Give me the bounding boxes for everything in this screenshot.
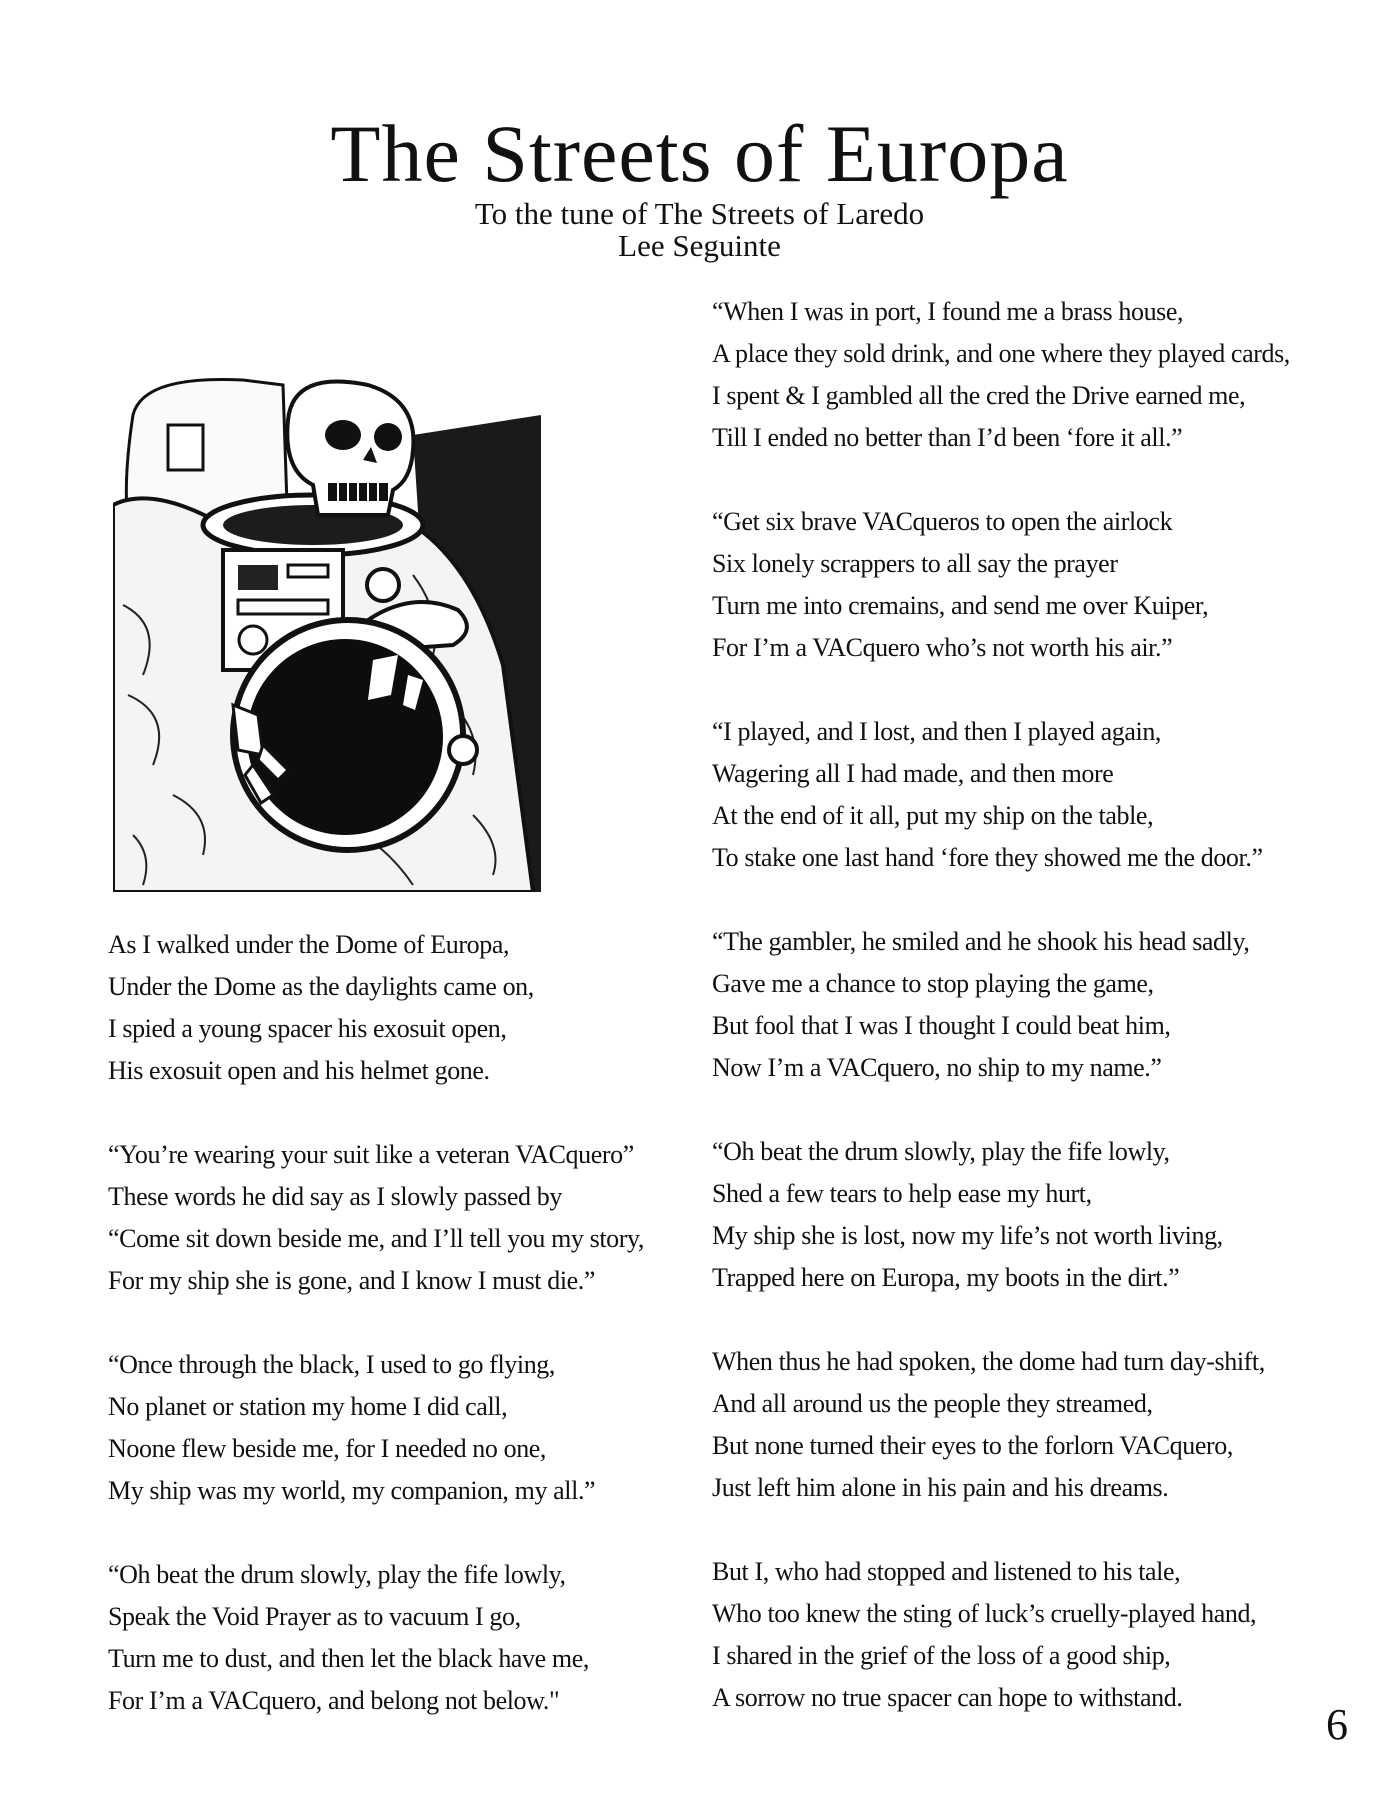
stanza <box>712 1551 1290 1719</box>
poem-line: Who too knew the sting of luck’s cruelly-played hand, <box>712 1599 1257 1628</box>
poem-title: The Streets of Europa <box>330 108 1069 199</box>
poem-line: But fool that I was I thought I could beat him, <box>712 1011 1171 1040</box>
poem-line: To stake one last hand ‘fore they showed me the door.” <box>712 843 1263 872</box>
poem-line: Under the Dome as the daylights came on, <box>108 972 534 1001</box>
poem-right-column <box>712 291 1290 1761</box>
poem-line: A place they sold drink, and one where they played cards, <box>712 339 1290 368</box>
stanza <box>712 711 1290 879</box>
page-number: 6 <box>1326 1700 1348 1749</box>
poem-line: Six lonely scrappers to all say the prayer <box>712 549 1118 578</box>
poem-line: “When I was in port, I found me a brass house, <box>712 297 1184 326</box>
stanza <box>108 1134 644 1302</box>
poem-line: Wagering all I had made, and then more <box>712 759 1114 788</box>
poem-line: Till I ended no better than I’d been ‘fore it all.” <box>712 423 1183 452</box>
poem-line: “Oh beat the drum slowly, play the fife lowly, <box>712 1137 1170 1166</box>
poem-line: Turn me to dust, and then let the black have me, <box>108 1644 589 1673</box>
poem-line: As I walked under the Dome of Europa, <box>108 930 510 959</box>
poem-author: Lee Seguinte <box>618 228 781 263</box>
poem-line: My ship she is lost, now my life’s not worth living, <box>712 1221 1223 1250</box>
poem-line: And all around us the people they streamed, <box>712 1389 1153 1418</box>
poem-line: For I’m a VACquero, and belong not below." <box>108 1686 560 1715</box>
skeleton-astronaut-illustration <box>113 375 541 892</box>
poem-line: “Come sit down beside me, and I’ll tell you my story, <box>108 1224 645 1253</box>
stanza <box>712 1341 1290 1509</box>
poem-line: But I, who had stopped and listened to his tale, <box>712 1557 1181 1586</box>
stanza <box>108 1344 644 1512</box>
poem-line: “You’re wearing your suit like a veteran VACquero” <box>108 1140 634 1169</box>
poem-line: These words he did say as I slowly passed by <box>108 1182 562 1211</box>
poem-line: “Oh beat the drum slowly, play the fife lowly, <box>108 1560 566 1589</box>
stanza <box>712 921 1290 1089</box>
poem-line: Shed a few tears to help ease my hurt, <box>712 1179 1092 1208</box>
poem-line: I shared in the grief of the loss of a good ship, <box>712 1641 1171 1670</box>
poem-line: Turn me into cremains, and send me over Kuiper, <box>712 591 1209 620</box>
poem-line: “I played, and I lost, and then I played again, <box>712 717 1162 746</box>
poem-subtitle: To the tune of The Streets of Laredo <box>474 196 925 231</box>
poem-line: I spied a young spacer his exosuit open, <box>108 1014 507 1043</box>
poem-line: A sorrow no true spacer can hope to withstand. <box>712 1683 1183 1712</box>
poem-line: For I’m a VACquero who’s not worth his air.” <box>712 633 1173 662</box>
poem-line: “Once through the black, I used to go flying, <box>108 1350 555 1379</box>
poem-line: Speak the Void Prayer as to vacuum I go, <box>108 1602 521 1631</box>
poem-line: Just left him alone in his pain and his dreams. <box>712 1473 1169 1502</box>
poem-line: “The gambler, he smiled and he shook his head sadly, <box>712 927 1250 956</box>
poem-line: When thus he had spoken, the dome had turn day-shift, <box>712 1347 1265 1376</box>
poem-line: Noone flew beside me, for I needed no one, <box>108 1434 547 1463</box>
poem-line: My ship was my world, my companion, my all.” <box>108 1476 596 1505</box>
poem-left-column <box>108 924 644 1764</box>
stanza <box>712 291 1290 459</box>
poem-line: No planet or station my home I did call, <box>108 1392 508 1421</box>
poem-line: Gave me a chance to stop playing the game, <box>712 969 1154 998</box>
poem-line: I spent & I gambled all the cred the Drive earned me, <box>712 381 1246 410</box>
poem-line: Now I’m a VACquero, no ship to my name.” <box>712 1053 1162 1082</box>
poem-line: “Get six brave VACqueros to open the airlock <box>712 507 1173 536</box>
stanza <box>108 924 644 1092</box>
poem-line: His exosuit open and his helmet gone. <box>108 1056 490 1085</box>
poem-line: At the end of it all, put my ship on the table, <box>712 801 1154 830</box>
stanza <box>108 1554 644 1722</box>
stanza <box>712 501 1290 669</box>
poem-line: But none turned their eyes to the forlorn VACquero, <box>712 1431 1233 1460</box>
stanza <box>712 1131 1290 1299</box>
poem-line: For my ship she is gone, and I know I must die.” <box>108 1266 596 1295</box>
poem-line: Trapped here on Europa, my boots in the dirt.” <box>712 1263 1180 1292</box>
